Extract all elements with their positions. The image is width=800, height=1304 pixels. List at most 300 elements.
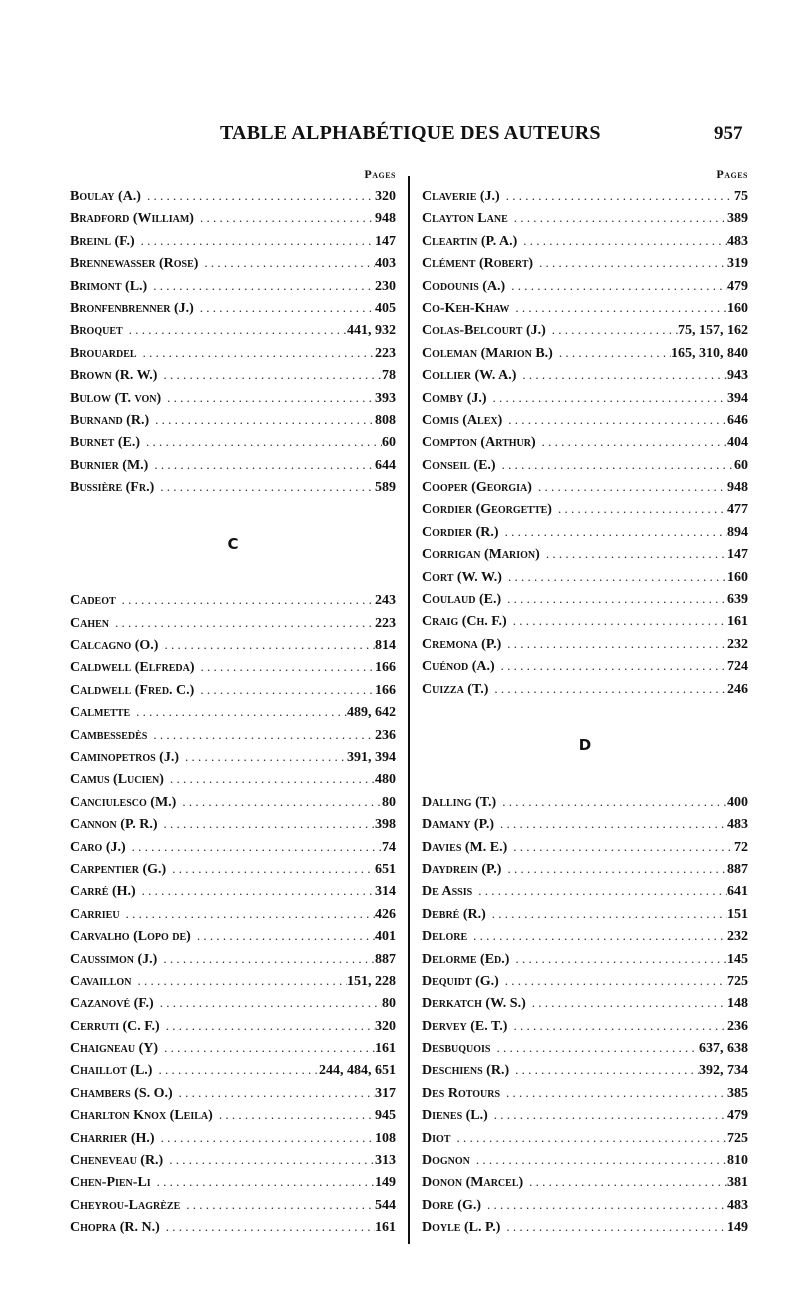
dot-leader bbox=[546, 319, 678, 341]
page-references: 147 bbox=[375, 233, 396, 249]
dot-leader bbox=[148, 454, 375, 476]
dot-leader bbox=[501, 633, 727, 655]
page-references: 161 bbox=[375, 1220, 396, 1236]
page-references: 232 bbox=[727, 636, 748, 652]
page-references: 236 bbox=[375, 727, 396, 743]
page-references: 887 bbox=[375, 951, 396, 967]
author-name: Carpentier (G.) bbox=[70, 861, 167, 877]
index-entry bbox=[422, 948, 748, 970]
index-entry bbox=[422, 543, 748, 565]
author-name: Delore bbox=[422, 929, 468, 945]
page-references: 808 bbox=[375, 412, 396, 428]
dot-leader bbox=[173, 1082, 375, 1104]
dot-leader bbox=[508, 207, 727, 229]
dot-leader bbox=[467, 925, 727, 947]
page-references: 480 bbox=[375, 772, 396, 788]
dot-leader bbox=[123, 319, 347, 341]
author-name: Cuénod (A.) bbox=[422, 659, 495, 675]
author-name: Davies (M. E.) bbox=[422, 839, 508, 855]
index-entry bbox=[422, 1104, 748, 1126]
dot-leader bbox=[532, 476, 727, 498]
author-name: Cleartin (P. A.) bbox=[422, 233, 518, 249]
author-name: Cazanové (F.) bbox=[70, 996, 154, 1012]
dot-leader bbox=[540, 543, 727, 565]
page-references: 244, 484, 651 bbox=[319, 1063, 396, 1079]
dot-leader bbox=[499, 970, 727, 992]
dot-leader bbox=[490, 1037, 699, 1059]
author-name: Dequidt (G.) bbox=[422, 973, 499, 989]
section-gap bbox=[70, 567, 396, 589]
dot-leader bbox=[179, 746, 347, 768]
page-references: 246 bbox=[727, 681, 748, 697]
author-name: Codounis (A.) bbox=[422, 278, 506, 294]
author-name: Des Rotours bbox=[422, 1085, 501, 1101]
dot-leader bbox=[126, 836, 382, 858]
author-name: Collier (W. A.) bbox=[422, 368, 517, 384]
dot-leader bbox=[472, 880, 727, 902]
dot-leader bbox=[131, 970, 347, 992]
dot-leader bbox=[147, 275, 375, 297]
dot-leader bbox=[158, 1037, 375, 1059]
author-name: Carré (H.) bbox=[70, 884, 136, 900]
column-divider bbox=[408, 176, 410, 1244]
page-header bbox=[0, 118, 800, 148]
dot-leader bbox=[135, 230, 375, 252]
index-entry bbox=[70, 880, 396, 902]
author-name: Comis (Alex) bbox=[422, 412, 503, 428]
dot-leader bbox=[470, 1149, 727, 1171]
dot-leader bbox=[523, 1171, 727, 1193]
page-references: 145 bbox=[727, 951, 748, 967]
index-entry bbox=[70, 230, 396, 252]
dot-leader bbox=[533, 252, 727, 274]
index-entry bbox=[70, 319, 396, 341]
index-entry bbox=[422, 230, 748, 252]
index-entry bbox=[422, 836, 748, 858]
dot-leader bbox=[500, 1216, 727, 1238]
author-name: Claverie (J.) bbox=[422, 189, 500, 204]
index-entry bbox=[422, 588, 748, 610]
page-references: 166 bbox=[375, 660, 396, 676]
index-entry bbox=[70, 656, 396, 678]
author-name: De Assis bbox=[422, 884, 473, 900]
page-references: 637, 638 bbox=[699, 1041, 748, 1057]
page-references: 391, 394 bbox=[347, 749, 396, 765]
author-name: Clément (Robert) bbox=[422, 256, 534, 272]
entry-list-d bbox=[422, 791, 748, 1239]
dot-leader bbox=[501, 588, 727, 610]
author-name: Compton (Arthur) bbox=[422, 435, 536, 451]
index-entry bbox=[70, 791, 396, 813]
index-entry bbox=[422, 970, 748, 992]
index-entry bbox=[70, 903, 396, 925]
author-name: Brimont (L.) bbox=[70, 278, 148, 294]
author-name: Bronfenbrenner (J.) bbox=[70, 300, 194, 316]
dot-leader bbox=[140, 431, 382, 453]
page-references: 943 bbox=[727, 368, 748, 384]
author-name: Brennewasser (Rose) bbox=[70, 256, 199, 272]
index-entry bbox=[70, 207, 396, 229]
page-references: 314 bbox=[375, 884, 396, 900]
index-entry bbox=[422, 297, 748, 319]
index-entry bbox=[422, 1194, 748, 1216]
page-references: 151 bbox=[727, 906, 748, 922]
index-entry bbox=[422, 1059, 748, 1081]
index-entry bbox=[422, 858, 748, 880]
dot-leader bbox=[499, 521, 727, 543]
index-entry bbox=[70, 1194, 396, 1216]
index-entry bbox=[70, 925, 396, 947]
page-references: 400 bbox=[727, 794, 748, 810]
index-entry bbox=[422, 903, 748, 925]
author-name: Burnand (R.) bbox=[70, 412, 150, 428]
dot-leader bbox=[486, 903, 727, 925]
dot-leader bbox=[552, 498, 727, 520]
page-references: 223 bbox=[375, 345, 396, 361]
index-entry bbox=[422, 1082, 748, 1104]
author-name: Co-Keh-Khaw bbox=[422, 300, 510, 316]
author-name: Cort (W. W.) bbox=[422, 569, 502, 585]
index-entry bbox=[422, 1171, 748, 1193]
page-references: 165, 310, 840 bbox=[671, 345, 748, 361]
page-references: 401 bbox=[375, 929, 396, 945]
author-name: Chen-Pien-Li bbox=[70, 1175, 151, 1191]
index-entry bbox=[422, 521, 748, 543]
index-entry bbox=[422, 185, 748, 207]
index-entry bbox=[422, 610, 748, 632]
index-entry bbox=[70, 1127, 396, 1149]
index-entry bbox=[422, 207, 748, 229]
index-entry bbox=[70, 297, 396, 319]
author-name: Brouardel bbox=[70, 345, 137, 361]
index-entry bbox=[422, 252, 748, 274]
dot-leader bbox=[147, 724, 375, 746]
dot-leader bbox=[450, 1127, 727, 1149]
dot-leader bbox=[509, 1059, 699, 1081]
dot-leader bbox=[501, 858, 727, 880]
author-name: Brown (R. W.) bbox=[70, 368, 158, 384]
dot-leader bbox=[488, 1104, 727, 1126]
index-entry bbox=[70, 970, 396, 992]
index-entry bbox=[70, 1015, 396, 1037]
author-name: Caldwell (Elfreda) bbox=[70, 660, 195, 676]
index-entry bbox=[70, 589, 396, 611]
dot-leader bbox=[155, 1127, 375, 1149]
author-name: Derkatch (W. S.) bbox=[422, 996, 526, 1012]
author-name: Cremona (P.) bbox=[422, 636, 502, 652]
page-references: 60 bbox=[734, 457, 748, 473]
index-entry bbox=[422, 476, 748, 498]
section-letter-c: C bbox=[227, 534, 239, 553]
page-references: 405 bbox=[375, 300, 396, 316]
page-references: 161 bbox=[375, 1041, 396, 1057]
index-entry bbox=[70, 431, 396, 453]
page-references: 75 bbox=[734, 189, 748, 204]
author-name: Cordier (Georgette) bbox=[422, 502, 552, 518]
author-name: Bulow (T. von) bbox=[70, 390, 162, 406]
author-name: Cheneveau (R.) bbox=[70, 1153, 164, 1169]
dot-leader bbox=[163, 1149, 375, 1171]
dot-leader bbox=[116, 589, 375, 611]
author-name: Cambessedès bbox=[70, 727, 148, 743]
author-name: Boulay (A.) bbox=[70, 189, 141, 204]
page-references: 894 bbox=[727, 524, 748, 540]
index-entry bbox=[422, 925, 748, 947]
dot-leader bbox=[481, 1194, 727, 1216]
page-references: 398 bbox=[375, 817, 396, 833]
author-name: Burnet (E.) bbox=[70, 435, 141, 451]
page-references: 230 bbox=[375, 278, 396, 294]
dot-leader bbox=[500, 185, 734, 207]
author-name: Carrieu bbox=[70, 906, 120, 922]
section-letter-d: D bbox=[578, 736, 592, 755]
page-references: 483 bbox=[727, 817, 748, 833]
author-name: Charrier (H.) bbox=[70, 1130, 155, 1146]
page-references: 639 bbox=[727, 592, 748, 608]
index-entry bbox=[70, 409, 396, 431]
dot-leader bbox=[149, 409, 375, 431]
page-references: 389 bbox=[727, 211, 748, 227]
dot-leader bbox=[509, 297, 727, 319]
dot-leader bbox=[152, 1059, 319, 1081]
author-name: Dervey (E. T.) bbox=[422, 1018, 508, 1034]
dot-leader bbox=[194, 297, 375, 319]
index-entry bbox=[422, 498, 748, 520]
author-name: Camus (Lucien) bbox=[70, 772, 164, 788]
page-references: 160 bbox=[727, 569, 748, 585]
page-references: 948 bbox=[375, 211, 396, 227]
dot-leader bbox=[136, 880, 375, 902]
author-name: Diot bbox=[422, 1130, 451, 1146]
section-gap bbox=[70, 498, 396, 520]
dot-leader bbox=[191, 925, 375, 947]
author-name: Chopra (R. N.) bbox=[70, 1220, 160, 1236]
dot-leader bbox=[494, 813, 727, 835]
author-name: Charlton Knox (Leila) bbox=[70, 1108, 213, 1124]
author-name: Debré (R.) bbox=[422, 906, 486, 922]
index-entry bbox=[422, 1127, 748, 1149]
page-references: 644 bbox=[375, 457, 396, 473]
index-entry bbox=[422, 566, 748, 588]
index-entry bbox=[70, 724, 396, 746]
entry-list-c bbox=[70, 589, 396, 1238]
page-references: 544 bbox=[375, 1197, 396, 1213]
dot-leader bbox=[509, 948, 727, 970]
author-name: Cavaillon bbox=[70, 973, 132, 989]
dot-leader bbox=[496, 454, 734, 476]
index-entry bbox=[422, 633, 748, 655]
page-references: 392, 734 bbox=[699, 1063, 748, 1079]
page-references: 489, 642 bbox=[347, 705, 396, 721]
pages-column-label: Pages bbox=[716, 167, 748, 181]
dot-leader bbox=[495, 655, 727, 677]
dot-leader bbox=[157, 364, 382, 386]
author-name: Chaigneau (Y) bbox=[70, 1041, 159, 1057]
dot-leader bbox=[160, 1216, 375, 1238]
dot-leader bbox=[109, 612, 375, 634]
index-entry bbox=[422, 454, 748, 476]
page-references: 483 bbox=[727, 233, 748, 249]
dot-leader bbox=[517, 230, 727, 252]
page-references: 161 bbox=[727, 614, 748, 630]
author-name: Colas-Belcourt (J.) bbox=[422, 323, 546, 339]
dot-leader bbox=[507, 1015, 727, 1037]
index-entry bbox=[422, 319, 748, 341]
author-name: Dognon bbox=[422, 1153, 470, 1169]
page-references: 887 bbox=[727, 861, 748, 877]
page-references: 80 bbox=[382, 794, 396, 810]
index-entry bbox=[422, 364, 748, 386]
page-references: 725 bbox=[727, 973, 748, 989]
dot-leader bbox=[198, 252, 375, 274]
author-name: Coulaud (E.) bbox=[422, 592, 502, 608]
page-references: 317 bbox=[375, 1085, 396, 1101]
page-references: 479 bbox=[727, 278, 748, 294]
dot-leader bbox=[157, 813, 375, 835]
index-entry bbox=[422, 1149, 748, 1171]
index-entry bbox=[70, 634, 396, 656]
page-references: 724 bbox=[727, 659, 748, 675]
author-name: Desbuquois bbox=[422, 1041, 491, 1057]
page-references: 74 bbox=[382, 839, 396, 855]
section-gap bbox=[422, 768, 748, 790]
author-name: Damany (P.) bbox=[422, 817, 495, 833]
index-entry bbox=[422, 387, 748, 409]
author-name: Calcagno (O.) bbox=[70, 638, 159, 654]
dot-leader bbox=[166, 858, 375, 880]
page-references: 589 bbox=[375, 480, 396, 496]
author-name: Cheyrou-Lagrèze bbox=[70, 1197, 181, 1213]
author-name: Coleman (Marion B.) bbox=[422, 345, 553, 361]
index-entry bbox=[70, 813, 396, 835]
index-entry bbox=[70, 768, 396, 790]
index-entry bbox=[70, 1059, 396, 1081]
author-name: Caldwell (Fred. C.) bbox=[70, 682, 195, 698]
index-entry bbox=[422, 791, 748, 813]
author-name: Caminopetros (J.) bbox=[70, 749, 179, 765]
index-entry bbox=[70, 1104, 396, 1126]
author-name: Donon (Marcel) bbox=[422, 1175, 524, 1191]
dot-leader bbox=[487, 387, 727, 409]
page-references: 381 bbox=[727, 1175, 748, 1191]
left-column bbox=[70, 163, 396, 1239]
page-references: 385 bbox=[727, 1085, 748, 1101]
page-references: 223 bbox=[375, 615, 396, 631]
section-gap bbox=[422, 700, 748, 722]
dot-leader bbox=[161, 387, 375, 409]
author-name: Cooper (Georgia) bbox=[422, 480, 532, 496]
page-references: 477 bbox=[727, 502, 748, 518]
dot-leader bbox=[154, 476, 375, 498]
page-references: 479 bbox=[727, 1108, 748, 1124]
page-references: 80 bbox=[382, 996, 396, 1012]
author-name: Carvalho (Lopo de) bbox=[70, 929, 191, 945]
author-name: Clayton Lane bbox=[422, 211, 508, 227]
page-references: 243 bbox=[375, 593, 396, 609]
page-references: 149 bbox=[375, 1175, 396, 1191]
dot-leader bbox=[526, 992, 727, 1014]
page-references: 404 bbox=[727, 435, 748, 451]
page-references: 483 bbox=[727, 1197, 748, 1213]
index-entry bbox=[422, 1216, 748, 1238]
index-entry bbox=[70, 1171, 396, 1193]
author-name: Canciulesco (M.) bbox=[70, 794, 177, 810]
page-references: 78 bbox=[382, 368, 396, 384]
author-name: Deschiens (R.) bbox=[422, 1063, 510, 1079]
page-references: 646 bbox=[727, 412, 748, 428]
page-references: 319 bbox=[727, 256, 748, 272]
index-entry bbox=[422, 655, 748, 677]
entry-list-b bbox=[70, 185, 396, 498]
index-entry bbox=[70, 836, 396, 858]
index-entry bbox=[422, 409, 748, 431]
page-references: 810 bbox=[727, 1153, 748, 1169]
page-references: 393 bbox=[375, 390, 396, 406]
page-references: 320 bbox=[375, 189, 396, 204]
index-entry bbox=[70, 185, 396, 207]
author-name: Cerruti (C. F.) bbox=[70, 1018, 160, 1034]
index-entry bbox=[422, 275, 748, 297]
index-entry bbox=[422, 1015, 748, 1037]
dot-leader bbox=[213, 1104, 375, 1126]
index-entry bbox=[70, 1149, 396, 1171]
index-entry bbox=[70, 342, 396, 364]
author-name: Corrigan (Marion) bbox=[422, 547, 540, 563]
author-name: Comby (J.) bbox=[422, 390, 487, 406]
dot-leader bbox=[496, 791, 727, 813]
author-name: Cordier (R.) bbox=[422, 524, 499, 540]
index-entry bbox=[70, 1082, 396, 1104]
page-references: 394 bbox=[727, 390, 748, 406]
dot-leader bbox=[164, 768, 375, 790]
author-name: Delorme (Ed.) bbox=[422, 951, 510, 967]
page-references: 75, 157, 162 bbox=[678, 323, 748, 339]
author-name: Conseil (E.) bbox=[422, 457, 496, 473]
author-name: Broquet bbox=[70, 323, 123, 339]
dot-leader bbox=[536, 431, 727, 453]
index-entry bbox=[70, 364, 396, 386]
dot-leader bbox=[137, 342, 375, 364]
page-references: 151, 228 bbox=[347, 973, 396, 989]
page-references: 108 bbox=[375, 1130, 396, 1146]
author-name: Cadeot bbox=[70, 593, 116, 609]
page-references: 147 bbox=[727, 547, 748, 563]
index-entry bbox=[70, 612, 396, 634]
dot-leader bbox=[141, 185, 375, 207]
author-name: Doyle (L. P.) bbox=[422, 1220, 501, 1236]
dot-leader bbox=[516, 364, 727, 386]
author-name: Craig (Ch. F.) bbox=[422, 614, 507, 630]
page-references: 441, 932 bbox=[347, 323, 396, 339]
page-references: 148 bbox=[727, 996, 748, 1012]
dot-leader bbox=[505, 275, 727, 297]
author-name: Burnier (M.) bbox=[70, 457, 149, 473]
index-entry bbox=[70, 746, 396, 768]
page-references: 320 bbox=[375, 1018, 396, 1034]
dot-leader bbox=[553, 342, 671, 364]
page-references: 641 bbox=[727, 884, 748, 900]
page-references: 236 bbox=[727, 1018, 748, 1034]
entry-list-c-continued bbox=[422, 185, 748, 700]
page-title: TABLE ALPHABÉTIQUE DES AUTEURS bbox=[220, 122, 601, 144]
author-name: Chaillot (L.) bbox=[70, 1063, 153, 1079]
index-entry bbox=[70, 454, 396, 476]
page-references: 60 bbox=[382, 435, 396, 451]
index-entry bbox=[70, 679, 396, 701]
page-references: 149 bbox=[727, 1220, 748, 1236]
index-entry bbox=[70, 1216, 396, 1238]
index-entry bbox=[70, 992, 396, 1014]
